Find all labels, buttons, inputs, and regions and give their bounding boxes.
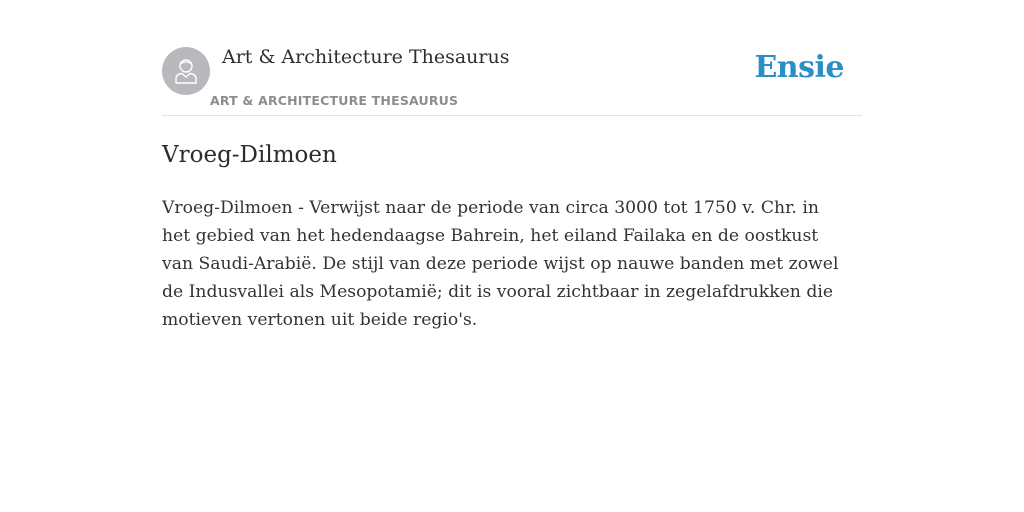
author-source-label[interactable]: ART & ARCHITECTURE THESAURUS	[210, 93, 459, 108]
page	[162, 0, 862, 334]
entry-definition: Vroeg-Dilmoen - Verwijst naar de periode van circa 3000 tot 1750 v. Chr. in het gebied van het hedendaagse Bahrein, het eiland Failaka en de oostkust van Saudi-Arabië. De stijl van deze periode wijst op nauwe banden met zowel de Indusvallei als Mesopotamië; dit is vooral zichtbaar in zegelafdrukken die motieven vertonen uit beide regio's.	[162, 198, 839, 330]
avatar[interactable]	[162, 47, 210, 95]
author-name[interactable]: Art & Architecture Thesaurus	[222, 46, 510, 68]
user-icon	[171, 56, 201, 86]
entry-title: Vroeg-Dilmoen	[162, 142, 337, 168]
entry-header	[162, 47, 862, 116]
ensie-logo[interactable]: Ensie	[754, 50, 844, 85]
